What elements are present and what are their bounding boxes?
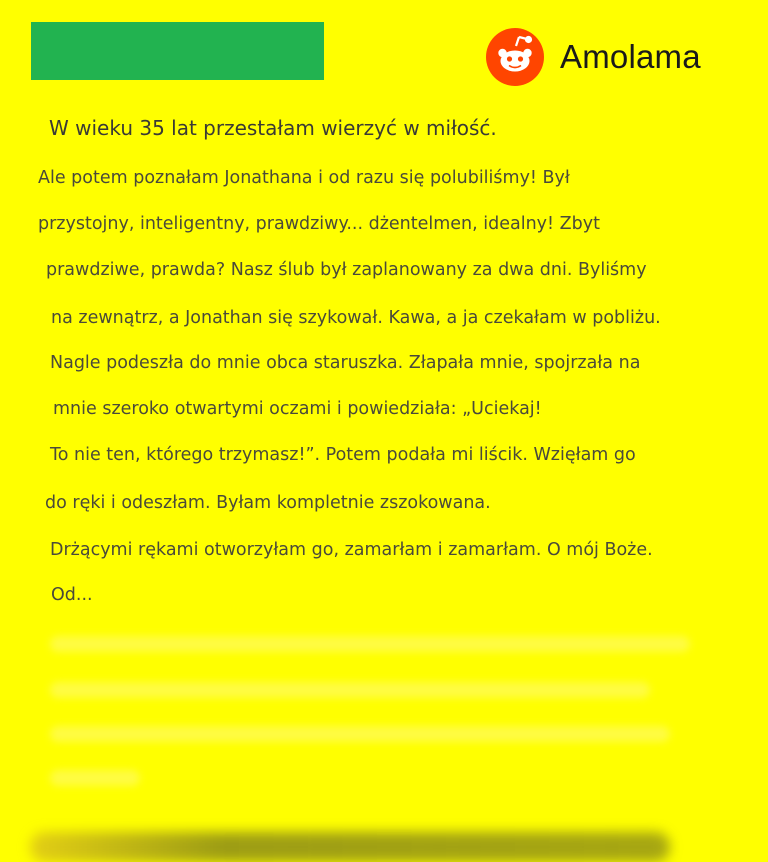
brand-name: Amolama — [560, 38, 701, 75]
story-line: Ale potem poznałam Jonathana i od razu się polubiliśmy! Był — [38, 168, 570, 188]
story-line: Drżącymi rękami otworzyłam go, zamarłam i zamarłam. O mój Boże. — [50, 540, 653, 560]
blurred-text-line — [50, 770, 140, 786]
story-line: To nie ten, którego trzymasz!”. Potem podała mi liścik. Wzięłam go — [50, 445, 636, 465]
blurred-text-line — [50, 636, 690, 652]
brand — [486, 28, 701, 86]
story-line: do ręki i odeszłam. Byłam kompletnie zszokowana. — [45, 493, 491, 513]
story-line: na zewnątrz, a Jonathan się szykował. Kawa, a ja czekałam w pobliżu. — [51, 308, 661, 328]
blurred-text-line — [50, 726, 670, 742]
story-line: Nagle podeszła do mnie obca staruszka. Złapała mnie, spojrzała na — [50, 353, 641, 373]
reddit-alien-icon — [486, 28, 544, 86]
story-line: przystojny, inteligentny, prawdziwy... dżentelmen, idealny! Zbyt — [38, 214, 600, 234]
story-line: prawdziwe, prawda? Nasz ślub był zaplanowany za dwa dni. Byliśmy — [46, 260, 647, 280]
header-banner — [31, 22, 324, 80]
blurred-text-line — [50, 682, 650, 698]
story-title: W wieku 35 lat przestałam wierzyć w miłość. — [49, 116, 497, 140]
story-line: Od... — [51, 585, 93, 605]
story-line: mnie szeroko otwartymi oczami i powiedziała: „Uciekaj! — [53, 399, 542, 419]
blurred-footer-text — [30, 832, 670, 862]
